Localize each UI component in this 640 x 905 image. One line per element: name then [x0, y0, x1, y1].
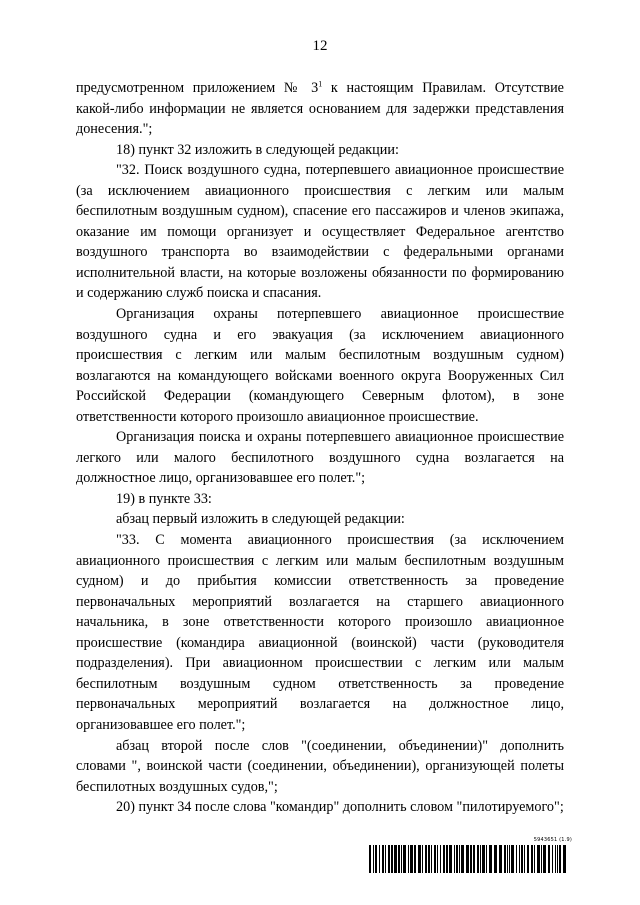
- barcode-bar: [499, 845, 502, 873]
- barcode-icon: [369, 845, 567, 873]
- barcode-bar: [434, 845, 436, 873]
- barcode-bar: [437, 845, 438, 873]
- barcode-bar: [379, 845, 380, 873]
- barcode-bar: [443, 845, 445, 873]
- barcode-bar: [507, 845, 508, 873]
- barcode-bar: [486, 845, 487, 873]
- barcode-bar: [385, 845, 386, 873]
- barcode-bar: [516, 845, 517, 873]
- barcode-bar: [473, 845, 475, 873]
- paragraph: [76, 78, 564, 140]
- document-code: 5943651 (1.9): [533, 837, 572, 843]
- barcode-bar: [531, 845, 533, 873]
- barcode-bar: [408, 845, 409, 873]
- barcode-bar: [369, 845, 371, 873]
- barcode-bar: [504, 845, 506, 873]
- barcode-bar: [431, 845, 432, 873]
- barcode-bar: [425, 845, 427, 873]
- barcode-bar: [373, 845, 374, 873]
- paragraph: Организация охраны потерпевшего авиационное происшествие воздушного судна и его эвакуация (за исключением авиационного происшествия с легким или малым беспилотным воздушным судном) возлагаются на командующего войсками военного округа Вооруженных Сил Российской Федерации (командующего Северным флотом), в зоне ответственности которого произошло авиационное происшествие.: [76, 306, 564, 425]
- barcode-bar: [454, 845, 455, 873]
- barcode-bar: [489, 845, 492, 873]
- barcode-bar: [541, 845, 542, 873]
- barcode-bar: [403, 845, 406, 873]
- paragraph: абзац первый изложить в следующей редакции:: [116, 511, 405, 528]
- barcode-bar: [511, 845, 514, 873]
- barcode-bar: [482, 845, 485, 873]
- barcode-bar: [414, 845, 416, 873]
- barcode-bar: [524, 845, 525, 873]
- barcode-bar: [428, 845, 430, 873]
- paragraph-text: предусмотренном приложением № 3: [76, 80, 319, 96]
- barcode-bar: [557, 845, 558, 873]
- paragraph-text: к настоящим Правилам. Отсутствие какой-либо информации не является основанием для задержки представления донесения.";: [76, 80, 564, 138]
- barcode-bar: [480, 845, 481, 873]
- barcode-bar: [422, 845, 423, 873]
- barcode-bar: [456, 845, 458, 873]
- barcode-bar: [398, 845, 400, 873]
- barcode-bar: [537, 845, 540, 873]
- paragraph: 18) пункт 32 изложить в следующей редакции:: [116, 141, 399, 158]
- document-body: [76, 78, 564, 818]
- barcode-bar: [527, 845, 529, 873]
- barcode-bar: [521, 845, 523, 873]
- barcode-bar: [410, 845, 413, 873]
- superscript: 1: [318, 79, 323, 89]
- barcode-bar: [388, 845, 390, 873]
- barcode-bar: [509, 845, 510, 873]
- barcode-bar: [477, 845, 479, 873]
- barcode-bar: [440, 845, 441, 873]
- barcode-bar: [449, 845, 452, 873]
- barcode-bar: [375, 845, 377, 873]
- barcode-bar: [543, 845, 546, 873]
- paragraph: "33. С момента авиационного происшествия (за исключением авиационного происшествия с легким или малым беспилотным воздушным судном) и до прибытия комиссии ответственность за проведение первоначальных мероприятий возлагается на старшего авиационного начальника, в зоне ответственности которого произошло авиационное происшествие (командира авиационной (воинской) части (руководителя подразделения). При авиационном происшествии с легким или малым беспилотным воздушным судном ответственность за проведение первоначальных мероприятий возлагается на должностное лицо, организовавшее его полет.";: [76, 532, 564, 733]
- barcode-bar: [519, 845, 520, 873]
- paragraph: Организация поиска и охраны потерпевшего авиационное происшествие легкого или малого беспилотного воздушного судна возлагается на должностное лицо, организовавшее его полет.";: [76, 429, 564, 487]
- barcode-bar: [391, 845, 393, 873]
- barcode-bar: [534, 845, 535, 873]
- page-number: 12: [312, 38, 328, 54]
- barcode-bar: [461, 845, 464, 873]
- barcode-bar: [548, 845, 550, 873]
- barcode-bar: [446, 845, 448, 873]
- barcode-bar: [559, 845, 561, 873]
- paragraph: "32. Поиск воздушного судна, потерпевшего авиационное происшествие (за исключением авиационного происшествия с легким или малым беспилотным воздушным судном), спасение его пассажиров и членов экипажа, оказание им помощи организует и осуществляет Федеральное агентство воздушного транспорта во взаимодействии с федеральными органами исполнительной власти, на которые возложены обязанности по формированию и содержанию служб поиска и спасания.: [76, 162, 564, 302]
- barcode-bar: [382, 845, 384, 873]
- barcode-bar: [418, 845, 421, 873]
- paragraph: 20) пункт 34 после слова "командир" дополнить словом "пилотируемого";: [116, 799, 564, 816]
- paragraph: абзац второй после слов "(соединении, объединении)" дополнить словами ", воинской части (соединении, объединении), организующей полеты беспилотных воздушных судов,";: [76, 737, 564, 795]
- barcode-bar: [459, 845, 460, 873]
- paragraph: 19) в пункте 33:: [116, 490, 212, 507]
- barcode-bar: [552, 845, 553, 873]
- barcode-bar: [401, 845, 402, 873]
- barcode-bar: [394, 845, 397, 873]
- barcode-bar: [555, 845, 556, 873]
- barcode-bar: [563, 845, 566, 873]
- barcode-bar: [466, 845, 469, 873]
- barcode-bar: [470, 845, 472, 873]
- barcode-bar: [494, 845, 497, 873]
